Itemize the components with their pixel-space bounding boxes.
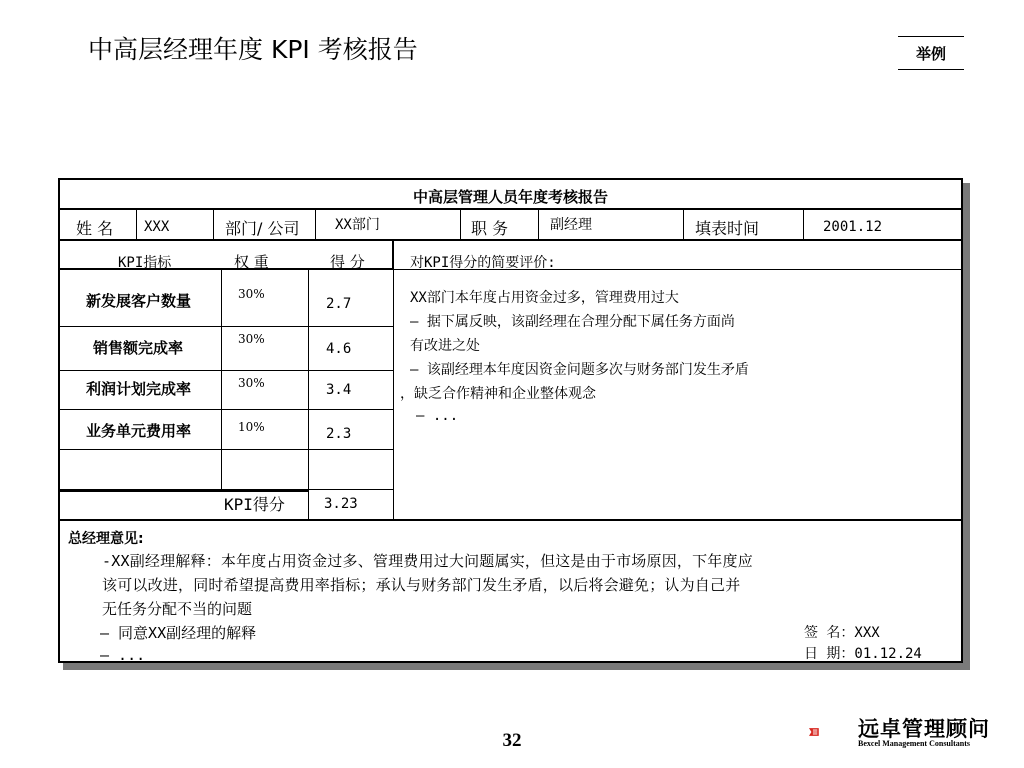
comment-line: — 该副经理本年度因资金问题多次与财务部门发生矛盾 (410, 362, 749, 378)
kpi-name: 销售额完成率 (93, 339, 184, 357)
kpi-score: 2.7 (326, 296, 352, 312)
dept-value: XX部门 (335, 217, 380, 233)
comment-line: ，缺乏合作精神和企业整体观念 (400, 386, 596, 402)
name-value: XXX (144, 219, 170, 235)
divider (60, 268, 393, 270)
page-title: 中高层经理年度 KPI 考核报告 (88, 35, 418, 64)
gm-opinion-line: 无任务分配不当的问题 (102, 600, 253, 618)
report-form (58, 178, 963, 663)
logo-name-cn: 远卓管理顾问 (858, 716, 990, 741)
kpi-weight: 10% (238, 420, 265, 434)
comment-line: 有改进之处 (410, 338, 480, 354)
divider (308, 269, 309, 490)
kpi-total-label: KPI得分 (224, 495, 285, 514)
kpi-total-value: 3.23 (324, 496, 358, 512)
col-kpi-header: KPI指标 (118, 255, 172, 271)
kpi-weight: 30% (238, 376, 265, 390)
gm-opinion-line: 该可以改进，同时希望提高费用率指标；承认与财务部门发生矛盾，以后将会避免；认为自己并 (102, 576, 741, 594)
col-weight-header: 权 重 (234, 253, 269, 271)
logo-name-en: Bexcel Management Consultants (858, 739, 970, 748)
divider (308, 490, 309, 520)
comment-line: – 据下属反映，该副经理在合理分配下属任务方面尚 (410, 314, 735, 330)
divider (60, 519, 961, 521)
signature-line: 签 名：XXX (804, 625, 880, 641)
position-label: 职 务 (471, 219, 509, 238)
col-comment-header: 对KPI得分的简要评价: (410, 255, 556, 271)
divider (60, 409, 393, 410)
divider (315, 210, 316, 239)
kpi-weight: 30% (238, 332, 265, 346)
gm-opinion-label: 总经理意见: (68, 531, 144, 547)
dept-label: 部门/ 公司 (225, 219, 300, 238)
divider (60, 449, 393, 450)
kpi-score: 2.3 (326, 426, 352, 442)
example-tag: 举例 (898, 36, 964, 70)
gm-opinion-line: – 同意XX副经理的解释 (100, 624, 257, 642)
date-label: 填表时间 (695, 219, 760, 238)
divider (60, 239, 961, 241)
divider (803, 210, 804, 239)
gm-opinion-line: -XX副经理解释：本年度占用资金过多、管理费用过大问题属实，但这是由于市场原因，下年度应 (102, 552, 753, 570)
divider (60, 326, 393, 327)
logo-mark (809, 728, 819, 736)
divider (392, 239, 394, 269)
kpi-score: 3.4 (326, 382, 352, 398)
bexcel-logo-icon (808, 712, 856, 752)
divider (393, 269, 394, 520)
report-title: 中高层管理人员年度考核报告 (412, 188, 608, 206)
position-value: 副经理 (550, 217, 592, 233)
divider (136, 210, 137, 239)
page-number: 32 (502, 730, 522, 751)
sign-date-line: 日 期：01.12.24 (804, 646, 922, 662)
date-value: 2001.12 (823, 219, 883, 235)
divider (213, 210, 214, 239)
divider (683, 210, 684, 239)
kpi-name: 利润计划完成率 (86, 380, 192, 398)
divider (460, 210, 461, 239)
name-label: 姓 名 (76, 219, 114, 238)
comment-line: – ... (416, 408, 459, 424)
divider (538, 210, 539, 239)
col-score-header: 得 分 (330, 253, 365, 271)
divider (221, 269, 222, 490)
kpi-weight: 30% (238, 287, 265, 301)
gm-opinion-line: – ... (100, 646, 146, 664)
divider (60, 370, 393, 371)
divider (60, 208, 961, 210)
kpi-score: 4.6 (326, 341, 352, 357)
kpi-name: 新发展客户数量 (86, 292, 192, 310)
comment-line: XX部门本年度占用资金过多，管理费用过大 (410, 290, 679, 306)
kpi-name: 业务单元费用率 (86, 422, 192, 440)
